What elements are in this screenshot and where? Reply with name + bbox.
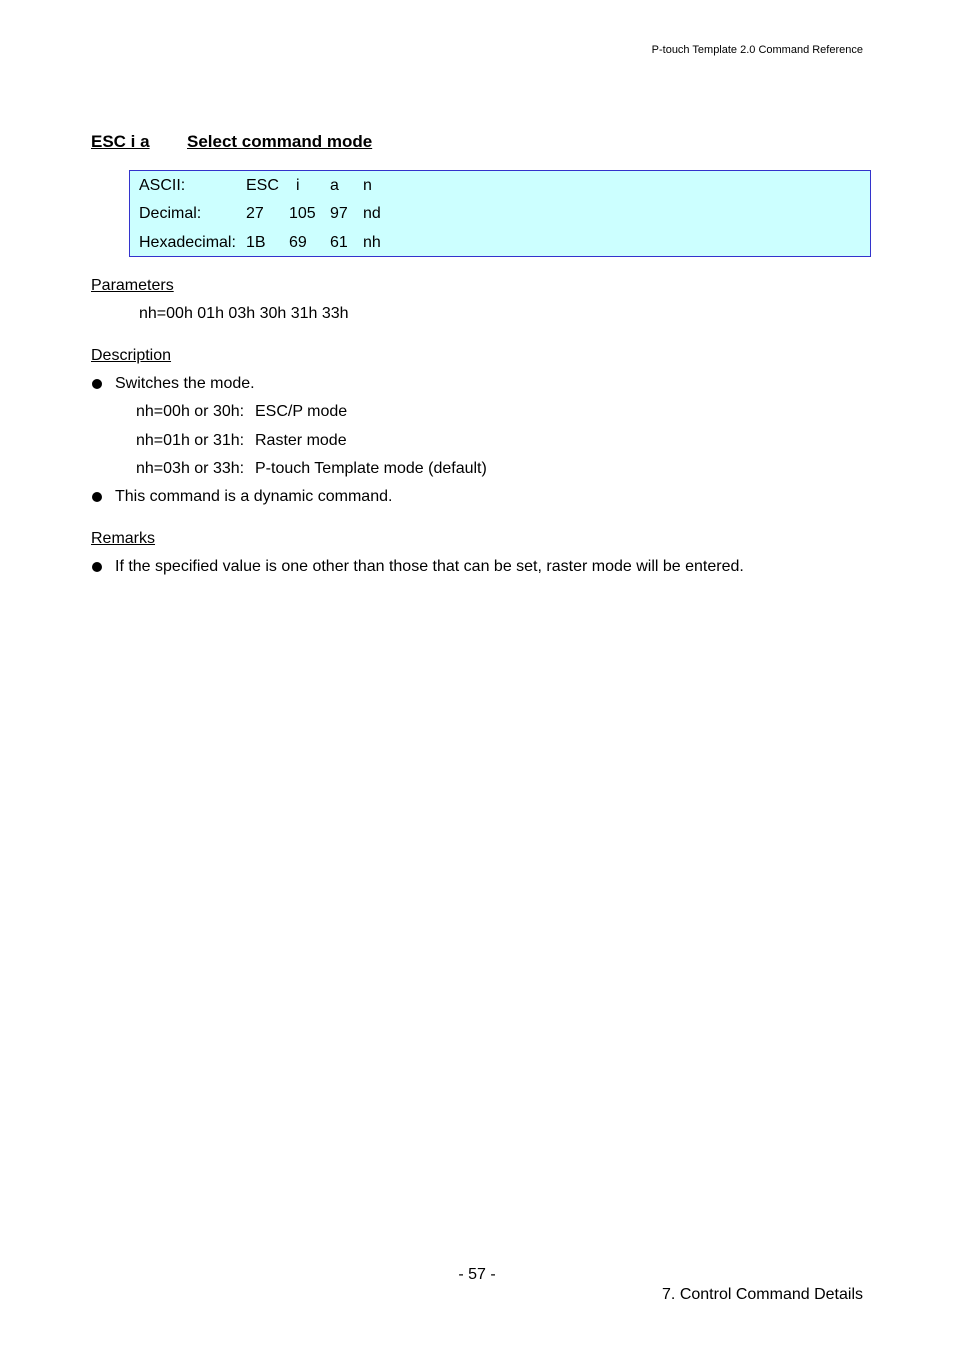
description-heading: Description <box>91 347 172 364</box>
cell: n <box>363 177 372 194</box>
mode-value: P-touch Template mode (default) <box>255 460 487 477</box>
footer-chapter: 7. Control Command Details <box>662 1286 863 1303</box>
cell: a <box>330 177 339 194</box>
cell: 69 <box>289 234 307 251</box>
page-number: - 57 - <box>458 1266 496 1283</box>
page-header-reference: P-touch Template 2.0 Command Reference <box>651 44 863 56</box>
command-code-table <box>129 170 871 257</box>
row-label: Hexadecimal: <box>139 234 236 251</box>
cell: 1B <box>246 234 266 251</box>
cell: 61 <box>330 234 348 251</box>
mode-key: nh=01h or 31h: <box>136 432 245 449</box>
parameters-heading: Parameters <box>91 277 174 294</box>
bullet-icon <box>92 562 102 572</box>
cell: nh <box>363 234 381 251</box>
cell: 27 <box>246 205 264 222</box>
mode-value: Raster mode <box>255 432 347 449</box>
cell: 105 <box>289 205 316 222</box>
remarks-bullet-1: If the specified value is one other than those that can be set, raster mode will be entered. <box>115 558 744 575</box>
command-code: ESC i a <box>91 132 150 151</box>
cell: ESC <box>246 177 279 194</box>
remarks-heading: Remarks <box>91 530 156 547</box>
command-title <box>91 132 372 152</box>
cell: 97 <box>330 205 348 222</box>
description-bullet-2: This command is a dynamic command. <box>115 488 393 505</box>
row-label: Decimal: <box>139 205 202 222</box>
description-bullet-1: Switches the mode. <box>115 375 255 392</box>
parameters-text: nh=00h 01h 03h 30h 31h 33h <box>139 305 349 322</box>
bullet-icon <box>92 492 102 502</box>
mode-key: nh=03h or 33h: <box>136 460 245 477</box>
cell: i <box>296 177 300 194</box>
cell: nd <box>363 205 381 222</box>
row-label: ASCII: <box>139 177 186 194</box>
bullet-icon <box>92 379 102 389</box>
command-name: Select command mode <box>187 132 373 151</box>
mode-value: ESC/P mode <box>255 403 348 420</box>
mode-key: nh=00h or 30h: <box>136 403 245 420</box>
